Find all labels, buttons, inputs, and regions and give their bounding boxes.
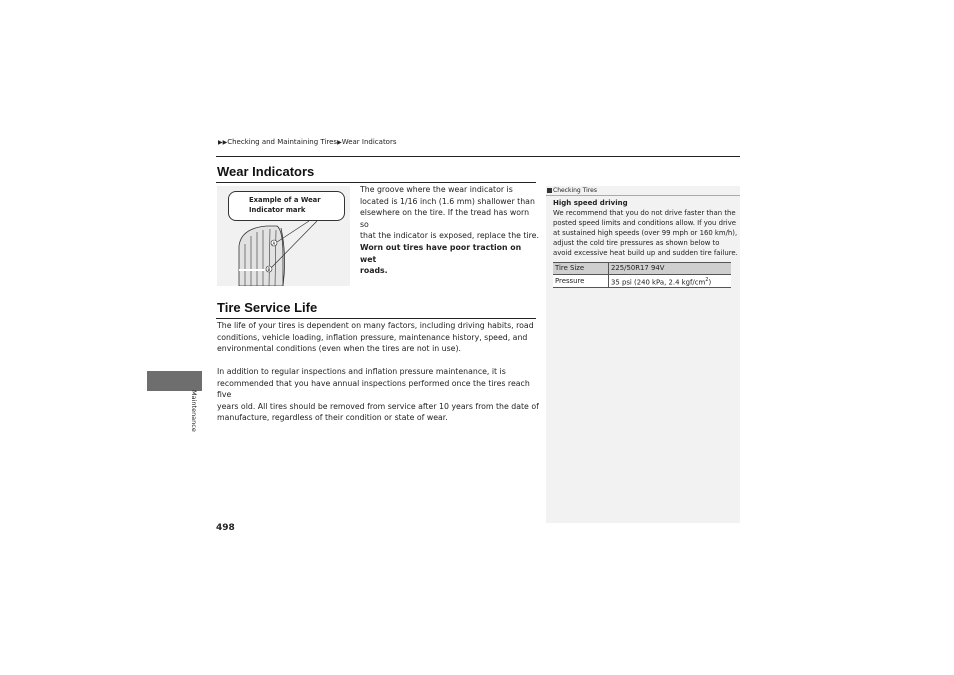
reference-icon (547, 188, 552, 193)
service-text-line: conditions, vehicle loading, inflation pressure, maintenance history, speed, and (217, 332, 528, 342)
service-heading-rule (216, 318, 536, 319)
spec-label: Tire Size (553, 263, 609, 275)
tire-spec-table (553, 262, 731, 288)
service-text-line: years old. All tires should be removed from service after 10 years from the date of (217, 401, 539, 411)
service-text-line: environmental conditions (even when the tires are not in use). (217, 344, 461, 354)
sidebar-text-line: adjust the cold tire pressures as shown below to (553, 239, 720, 247)
pressure-value-end: ) (708, 277, 712, 286)
spec-label: Pressure (553, 274, 609, 288)
figure-label-line2: Indicator mark (249, 205, 306, 214)
sidebar-text-line: posted speed limits and conditions allow. If you drive (553, 219, 737, 227)
sidebar-text-line: avoid excessive heat build up and sudden tire failure. (553, 249, 738, 257)
chapter-tab-marker[interactable] (147, 371, 202, 391)
chapter-tab-label[interactable]: Maintenance (190, 390, 198, 432)
page-number: 498 (216, 523, 235, 533)
breadcrumb (218, 138, 397, 146)
spec-value (609, 274, 732, 288)
tire-service-life-heading: Tire Service Life (217, 300, 318, 315)
service-paragraph-2 (217, 366, 542, 424)
wear-text-line: located is 1/16 inch (1.6 mm) shallower than (360, 196, 535, 206)
sidebar-text-line: We recommend that you do not drive faster than the (553, 209, 736, 217)
spec-value: 225/50R17 94V (609, 263, 732, 275)
marker-a: A (272, 241, 276, 246)
wear-indicators-heading: Wear Indicators (217, 164, 315, 179)
pressure-value: 35 psi (240 kPa, 2.4 kgf/cm (611, 277, 706, 286)
sidebar-header (546, 186, 740, 196)
wear-warning-line: Worn out tires have poor traction on wet (360, 242, 522, 264)
wear-text-line: The groove where the wear indicator is (360, 185, 513, 194)
service-text-line: recommended that you have annual inspections performed once the tires reach five (217, 378, 530, 400)
wear-heading-rule (216, 182, 536, 183)
header-rule (216, 156, 740, 157)
breadcrumb-current: Wear Indicators (341, 138, 397, 146)
breadcrumb-section[interactable]: Checking and Maintaining Tires (227, 138, 338, 146)
wear-warning-line: roads. (360, 266, 388, 276)
service-text-line: The life of your tires is dependent on many factors, including driving habits, road (217, 321, 534, 330)
table-row (553, 263, 731, 275)
figure-label-line1: Example of a Wear (249, 196, 321, 204)
sidebar-text-line: at sustained high speeds (over 99 mph or 160 km/h), (553, 229, 738, 237)
wear-text-line: elsewhere on the tire. If the tread has worn so (360, 208, 530, 229)
sidebar-header-label[interactable]: Checking Tires (553, 187, 597, 194)
pressure-unit-superscript: 2 (705, 276, 709, 283)
marker-b: B (267, 267, 271, 272)
sidebar-title: High speed driving (553, 199, 628, 207)
sidebar-text (553, 208, 738, 258)
wear-indicator-figure (217, 186, 350, 286)
breadcrumb-separator: ▶ (337, 139, 342, 146)
service-text-line: manufacture, regardless of their condition or state of wear. (217, 413, 448, 423)
wear-description (360, 184, 540, 277)
breadcrumb-arrows: ▶▶ (218, 139, 228, 146)
wear-text-line: that the indicator is exposed, replace the tire. (360, 231, 539, 241)
sidebar-note (546, 186, 740, 523)
figure-callout (228, 191, 345, 221)
service-text-line: In addition to regular inspections and inflation pressure maintenance, it is (217, 367, 506, 376)
table-row (553, 274, 731, 288)
service-paragraph-1 (217, 320, 542, 355)
